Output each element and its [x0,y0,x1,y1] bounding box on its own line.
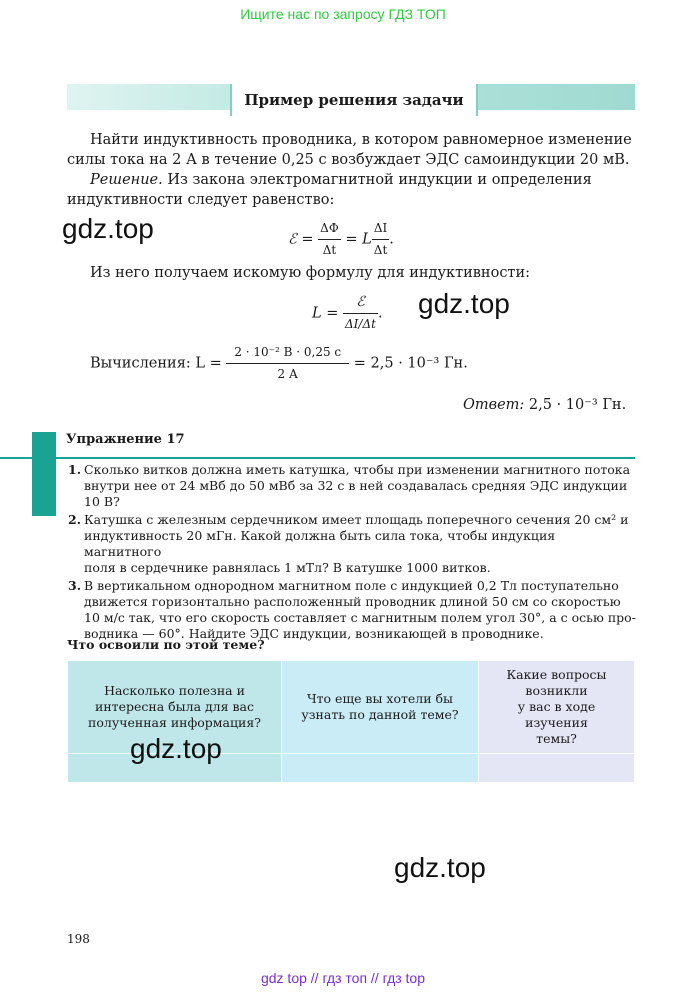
eq2-fraction [343,292,378,335]
exercise-item-line: движется горизонтально расположенный проводник длиной 50 см со скоростью [84,594,621,609]
calc-num: 2 · 10⁻² В · 0,25 с [226,342,349,364]
answer-value: 2,5 · 10⁻³ Гн. [524,397,627,413]
exercise-divider [0,457,635,459]
calc-label: Вычисления: L = [90,355,222,372]
eq1-f2-den: Δt [373,243,388,257]
exercise-title: Упражнение 17 [66,432,185,447]
exercise-list [68,462,636,642]
bottom-banner: gdz top // гдз топ // гдз top [260,970,426,986]
review-question-more [282,661,479,754]
exercise-item [68,512,636,576]
watermark: gdz.top [418,288,510,319]
eq2-den: ΔI/Δt [345,317,376,331]
exercise-item [68,578,636,642]
exercise-item-line: 10 м/с так, что его скорость составляет с магнитным полем угол 30°, а с осью про- [84,610,636,625]
eq1-end: . [389,231,394,248]
eq1-mid: = L [345,231,372,248]
cell-line: Какие вопросы возникли [506,667,607,698]
cell-line: у вас в ходе изучения [517,699,596,730]
answer-label: Ответ: [463,397,525,413]
review-title: Что освоили по этой теме? [67,637,265,652]
cell-line: узнать по данной теме? [301,707,459,722]
calc-den: 2 А [277,367,299,381]
eq2-lhs: L = [312,305,339,322]
eq1-lhs: ℰ = [288,231,314,248]
solution-line-1 [90,170,592,191]
exercise-item-number: 3. [68,578,82,593]
cell-line: Насколько полезна и [104,683,245,698]
exercise-item-number: 1. [68,462,82,477]
review-question-issues [479,661,635,754]
cell-line: Что еще вы хотели бы [306,691,454,706]
solution-label: Решение. [90,172,163,188]
eq1-f1-den: Δt [322,243,337,257]
exercise-item-line: водника — 60°. Найдите ЭДС индукции, возникающей в проводнике. [84,626,544,641]
eq1-f2-num: ΔI [372,218,390,240]
eq2-end: . [377,305,383,322]
page-number: 198 [67,932,90,946]
eq1-f1-num: ΔФ [318,218,341,240]
cell-line: полученная информация? [88,715,261,730]
watermark: gdz.top [62,213,154,244]
exercise-item-line: поля в сердечнике равнялась 1 мТл? В катушке 1000 витков. [84,560,491,575]
equation-emf [288,218,394,261]
section-title: Пример решения задачи [230,84,478,116]
problem-line-2: силы тока на 2 А в течение 0,25 с возбуждает ЭДС самоиндукции 20 мВ. [67,152,630,168]
watermark: gdz.top [394,852,486,883]
calc-fraction [226,342,349,385]
watermark: gdz.top [130,733,222,764]
solution-line-2: индуктивности следует равенство: [67,192,335,208]
cell-line: темы? [536,731,577,746]
calc-result: = 2,5 · 10⁻³ Гн. [353,355,468,372]
cell-line: интересна была для вас [95,699,254,714]
eq2-num: ℰ [343,292,378,314]
solution-text: Из закона электромагнитной индукции и определения [162,172,592,188]
eq1-fraction-2 [372,218,390,261]
problem-line-1: Найти индуктивность проводника, в котором равномерное изменение [90,132,632,148]
calculation [90,342,468,385]
derive-text: Из него получаем искомую формулу для индуктивности: [90,265,531,281]
review-answer-cell [479,754,635,783]
exercise-item-line: В вертикальном однородном магнитном поле с индукцией 0,2 Тл поступательно [84,578,619,593]
exercise-item-number: 2. [68,512,82,527]
exercise-item-line: внутри нее от 24 мВб до 50 мВб за 32 с в ней создавалась средняя ЭДС индукции [84,478,628,493]
top-banner: Ищите нас по запросу ГДЗ ТОП [240,6,446,22]
answer [463,395,626,416]
equation-inductance [312,292,383,335]
exercise-item [68,462,636,510]
exercise-item-line: Катушка с железным сердечником имеет площадь поперечного сечения 20 см² и [84,512,629,527]
eq1-fraction-1 [318,218,341,261]
review-answer-cell [282,754,479,783]
exercise-marker [32,432,56,516]
exercise-item-line: индуктивность 20 мГн. Какой должна быть сила тока, чтобы индукция магнитного [84,528,556,559]
exercise-item-line: Сколько витков должна иметь катушка, чтобы при изменении магнитного потока [84,462,631,477]
exercise-item-line: 10 В? [84,494,120,509]
